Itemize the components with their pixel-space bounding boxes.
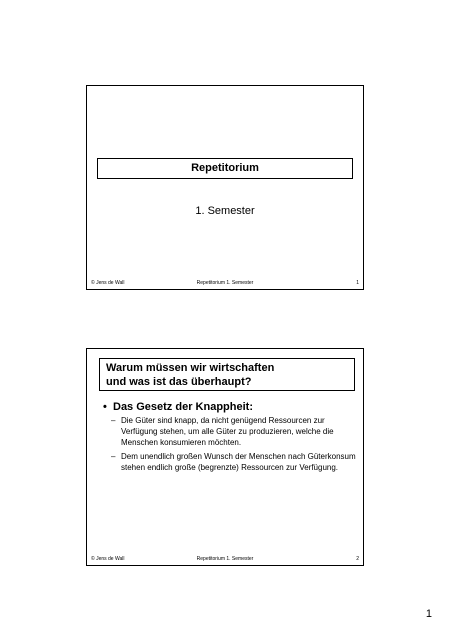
slide-heading-line-1: Warum müssen wir wirtschaften	[106, 362, 275, 374]
footer-author: © Jens de Wall	[91, 280, 125, 286]
bullet-text: Das Gesetz der Knappheit:	[113, 401, 253, 413]
slide-1	[86, 85, 364, 290]
sub-bullet-text: Die Güter sind knapp, da nicht genügend Ressourcen zur Verfügung stehen, um alle Güter zu produzieren, welche die Menschen konsumieren möchten.	[121, 416, 334, 447]
slide-footer	[91, 279, 359, 288]
sub-bullet-marker: –	[111, 452, 116, 461]
page-number: 1	[425, 608, 432, 620]
sub-bullet-list	[111, 415, 357, 476]
slide-heading-line-2: und was ist das überhaupt?	[106, 376, 252, 388]
footer-author: © Jens de Wall	[91, 556, 125, 562]
sub-bullet-item	[111, 451, 357, 473]
footer-title: Repetitorium 1. Semester	[196, 556, 254, 562]
slide-title: Repetitorium	[97, 158, 353, 179]
slide-footer	[91, 555, 359, 564]
bullet-marker: •	[103, 401, 107, 413]
bullet-item	[103, 401, 253, 413]
sub-bullet-text: Dem unendlich großen Wunsch der Menschen nach Güterkonsum stehen endlich große (begrenzte) Ressourcen zur Verfügung.	[121, 452, 356, 472]
sub-bullet-item	[111, 415, 357, 448]
sub-bullet-marker: –	[111, 416, 116, 425]
slide-subtitle: 1. Semester	[195, 205, 255, 217]
slide-2	[86, 348, 364, 566]
slide-heading	[99, 358, 355, 391]
footer-title: Repetitorium 1. Semester	[196, 280, 254, 286]
footer-slide-number: 1	[356, 280, 359, 286]
footer-slide-number: 2	[356, 556, 359, 562]
